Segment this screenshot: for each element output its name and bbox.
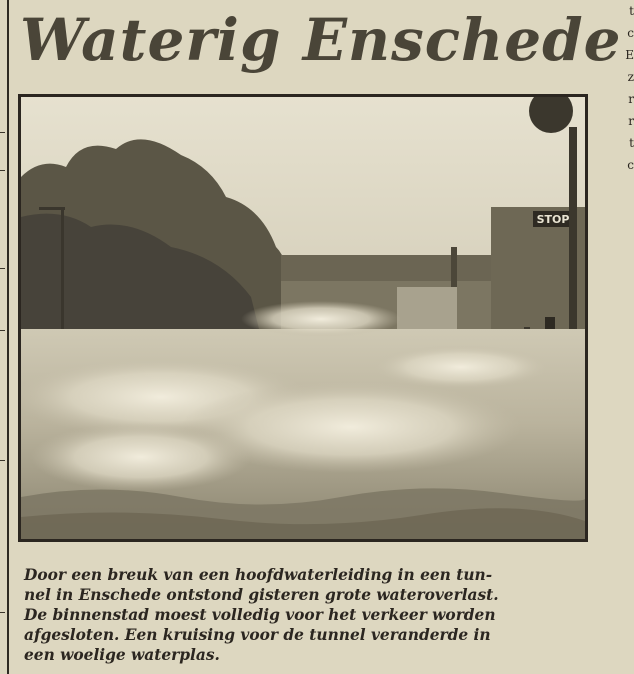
caption-line: nel in Enschede ontstond gisteren grote wateroverlast. [24,586,499,604]
adjacent-column-letter: t [629,136,634,150]
column-rule [7,0,9,674]
caption-line: Door een breuk van een hoofdwaterleiding in een tun- [24,566,493,584]
caption-line: afgesloten. Een kruising voor de tunnel veranderde in [24,626,491,644]
adjacent-column-letter: z [627,70,634,84]
column-rule-mark [0,170,5,171]
sign-post [569,127,577,337]
adjacent-column-fragment [620,0,634,200]
column-rule-mark [0,330,5,331]
column-rule-mark [0,612,5,613]
foam-patch [371,345,551,389]
adjacent-column-letter: r [628,92,634,106]
headline: Waterig Enschede [20,6,622,74]
column-rule-mark [0,268,5,269]
tunnel-building [397,287,457,331]
streetlight-pole [61,209,64,337]
adjacent-column-letter: r [628,114,634,128]
caption-line: De binnenstad moest volledig voor het verkeer worden [24,606,496,624]
foam-patch [31,423,251,491]
caption-line: een woelige waterplas. [24,646,220,664]
column-rule-mark [0,460,5,461]
adjacent-column-letter: c [627,26,634,40]
water-fountain [241,301,401,337]
flooded-intersection-photo [21,97,585,539]
photo-caption [24,565,594,665]
column-rule-mark [0,132,5,133]
adjacent-column-letter: t [629,4,634,18]
news-photo [18,94,588,542]
streetlight-arm [39,207,65,210]
adjacent-column-letter: c [627,158,634,172]
adjacent-column-letter: E [625,48,634,62]
stop-sign-text: STOP [536,213,570,226]
